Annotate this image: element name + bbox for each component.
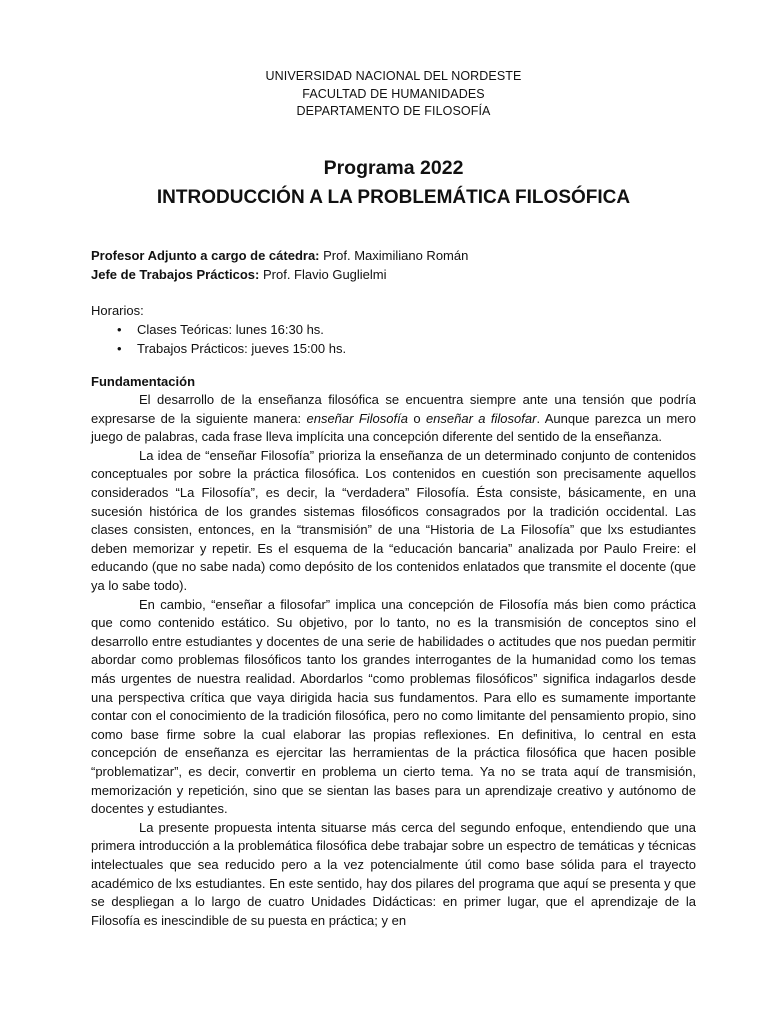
paragraph-1 <box>91 391 696 447</box>
schedule-label: Horarios: <box>91 302 144 318</box>
jtp-label: Jefe de Trabajos Prácticos: <box>91 266 260 282</box>
schedule-item: • Trabajos Prácticos: jueves 15:00 hs. <box>137 339 696 358</box>
paragraph-1-emphasis-1: enseñar Filosofía <box>306 410 408 426</box>
jtp-name: Prof. Flavio Guglielmi <box>259 266 387 282</box>
faculty-name: FACULTAD DE HUMANIDADES <box>302 86 485 101</box>
jtp-line <box>91 265 696 284</box>
section-heading-fundamentacion: Fundamentación <box>91 373 196 389</box>
professor-line <box>91 246 696 265</box>
program-title: Programa 2022 <box>323 156 464 179</box>
paragraph-1-text-c: . Aunque parezca un mero juego de palabras, cada frase lleva implícita una concepción diferente del sentido de la enseñanza. <box>91 410 696 445</box>
institution-header <box>91 68 696 121</box>
schedule-item: • Clases Teóricas: lunes 16:30 hs. <box>137 320 696 339</box>
paragraph-4: La presente propuesta intenta situarse más cerca del segundo enfoque, entendiendo que una primera introducción a la problemática filosófica debe trabajar sobre un espectro de temáticas y técnicas intelectuales que sea reducido pero a la vez potencialmente útil como base sólida para el trayecto académico de lxs estudiantes. En este sentido, hay dos pilares del programa que aquí se presenta y que se despliegan a lo largo de cuatro Unidades Didácticas: en primer lugar, que el aprendizaje de la Filosofía es inescindible de su puesta en práctica; y en <box>91 819 696 928</box>
paragraph-2: La idea de “enseñar Filosofía” prioriza la enseñanza de un determinado conjunto de contenidos conceptuales por sobre la práctica filosófica. Los contenidos en cuestión son precisamente aquellos considerados “La Filosofía”, es decir, la “verdadera” Filosofía. Ésta consiste, básicamente, en una sucesión histórica de los grandes sistemas filosóficos consagrados por la tradición occidental. Las clases consisten, entonces, en la “transmisión” de una “Historia de La Filosofía” que lxs estudiantes deben memorizar y repetir. Es el esquema de la “educación bancaria” analizada por Paulo Freire: el educando (que no sabe nada) como depósito de los contenidos enlatados que transmite el docente (que ya lo sabe todo). <box>91 447 696 594</box>
staff-info <box>91 246 696 284</box>
course-title: INTRODUCCIÓN A LA PROBLEMÁTICA FILOSÓFICA <box>156 186 631 208</box>
paragraph-1-emphasis-2: enseñar a filosofar <box>425 410 537 426</box>
university-name: UNIVERSIDAD NACIONAL DEL NORDESTE <box>265 69 522 83</box>
professor-label: Profesor Adjunto a cargo de cátedra: <box>91 247 320 263</box>
schedule-list <box>91 320 696 358</box>
paragraph-3: En cambio, “enseñar a filosofar” implica una concepción de Filosofía más bien como práctica que como contenido estático. Su objetivo, por lo tanto, no es la transmisión de conceptos sino el desarrollo entre estudiantes y docentes de una serie de habilidades o actitudes que nos puedan permitir abordar como problemas filosóficos tanto los grandes interrogantes de la humanidad como los temas más urgentes de nuestra realidad. Abordarlos “como problemas filosóficos” significa indagarlos desde una perspectiva crítica que vaya dirigida hacia sus fundamentos. Para ello es sumamente importante contar con el conocimiento de la tradición filosófica, pero no como limitante del pensamiento propio, sino como base firme sobre la cual elaborar las propias reflexiones. En definitiva, lo central en esta concepción de enseñanza es ejercitar las herramientas de la práctica filosófica que hacen posible “problematizar”, es decir, convertir en problema un cierto tema. Ya no se trata aquí de transmisión, memorización y repetición, sino que se sientan las bases para un aprendizaje creativo y autónomo de docentes y estudiantes. <box>91 596 696 817</box>
department-name: DEPARTAMENTO DE FILOSOFÍA <box>296 104 491 118</box>
paragraph-1-text-b: o <box>407 410 426 426</box>
professor-name: Prof. Maximiliano Román <box>319 247 469 263</box>
schedule-section <box>91 301 696 358</box>
title-block <box>91 154 696 212</box>
paragraph-1-text-a: El desarrollo de la enseñanza filosófica se encuentra siempre ante una tensión que podría expresarse de la siguiente manera: <box>91 392 696 426</box>
